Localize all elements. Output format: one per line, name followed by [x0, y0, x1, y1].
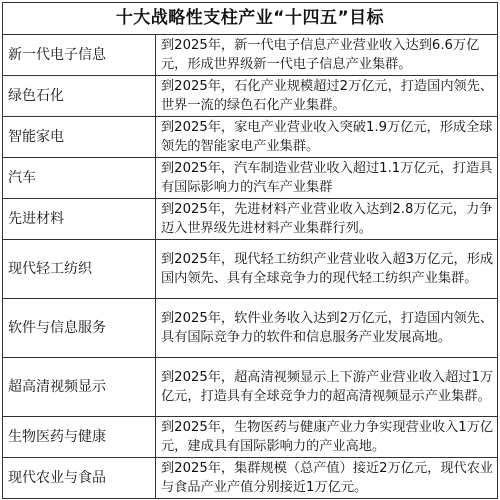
industry-goal: 到2025年，超高清视频显示上下游产业营业收入超过1万亿元，打造具有全球竞争力的超高清视频显示产业集群。 [156, 358, 498, 417]
industry-goal: 到2025年，石化产业规模超过2万亿元，打造国内领先、世界一流的绿色石化产业集群。 [156, 76, 498, 117]
table-row [3, 240, 498, 299]
industry-name: 软件与信息服务 [3, 299, 156, 358]
industry-name: 先进材料 [3, 199, 156, 240]
industry-name: 现代农业与食品 [3, 458, 156, 499]
industry-name: 汽车 [3, 158, 156, 199]
table-row [3, 417, 498, 458]
industry-goals-table [2, 34, 498, 499]
table-row [3, 458, 498, 499]
table-row [3, 117, 498, 158]
table-row [3, 35, 498, 76]
table-row [3, 299, 498, 358]
table-row [3, 76, 498, 117]
industry-goal: 到2025年，软件业务收入达到2万亿元，打造国内领先、具有国际竞争力的软件和信息服务产业发展高地。 [156, 299, 498, 358]
table-row [3, 358, 498, 417]
goals-table-container [2, 2, 498, 499]
industry-goal: 到2025年，新一代电子信息产业营业收入达到6.6万亿元，形成世界级新一代电子信息产业集群。 [156, 35, 498, 76]
industry-name: 现代轻工纺织 [3, 240, 156, 299]
industry-goal: 到2025年，现代轻工纺织产业营业收入超3万亿元，形成国内领先、具有全球竞争力的现代轻工纺织产业集群。 [156, 240, 498, 299]
industry-name: 新一代电子信息 [3, 35, 156, 76]
industry-goal: 到2025年，汽车制造业营业收入超过1.1万亿元，打造具有国际影响力的汽车产业集群 [156, 158, 498, 199]
table-row [3, 158, 498, 199]
industry-goal: 到2025年，集群规模（总产值）接近2万亿元，现代农业与食品产业产值分别接近1万亿元。 [156, 458, 498, 499]
industry-name: 智能家电 [3, 117, 156, 158]
industry-goal: 到2025年，先进材料产业营业收入达到2.8万亿元，力争迈入世界级先进材料产业集群行列。 [156, 199, 498, 240]
industry-name: 超高清视频显示 [3, 358, 156, 417]
industry-name: 生物医药与健康 [3, 417, 156, 458]
table-title: 十大战略性支柱产业“十四五”目标 [2, 2, 498, 34]
industry-goal: 到2025年，家电产业营业收入突破1.9万亿元，形成全球领先的智能家电产业集群。 [156, 117, 498, 158]
industry-name: 绿色石化 [3, 76, 156, 117]
table-row [3, 199, 498, 240]
industry-goal: 到2025年，生物医药与健康产业力争实现营业收入1万亿元，建成具有国际影响力的产业高地。 [156, 417, 498, 458]
